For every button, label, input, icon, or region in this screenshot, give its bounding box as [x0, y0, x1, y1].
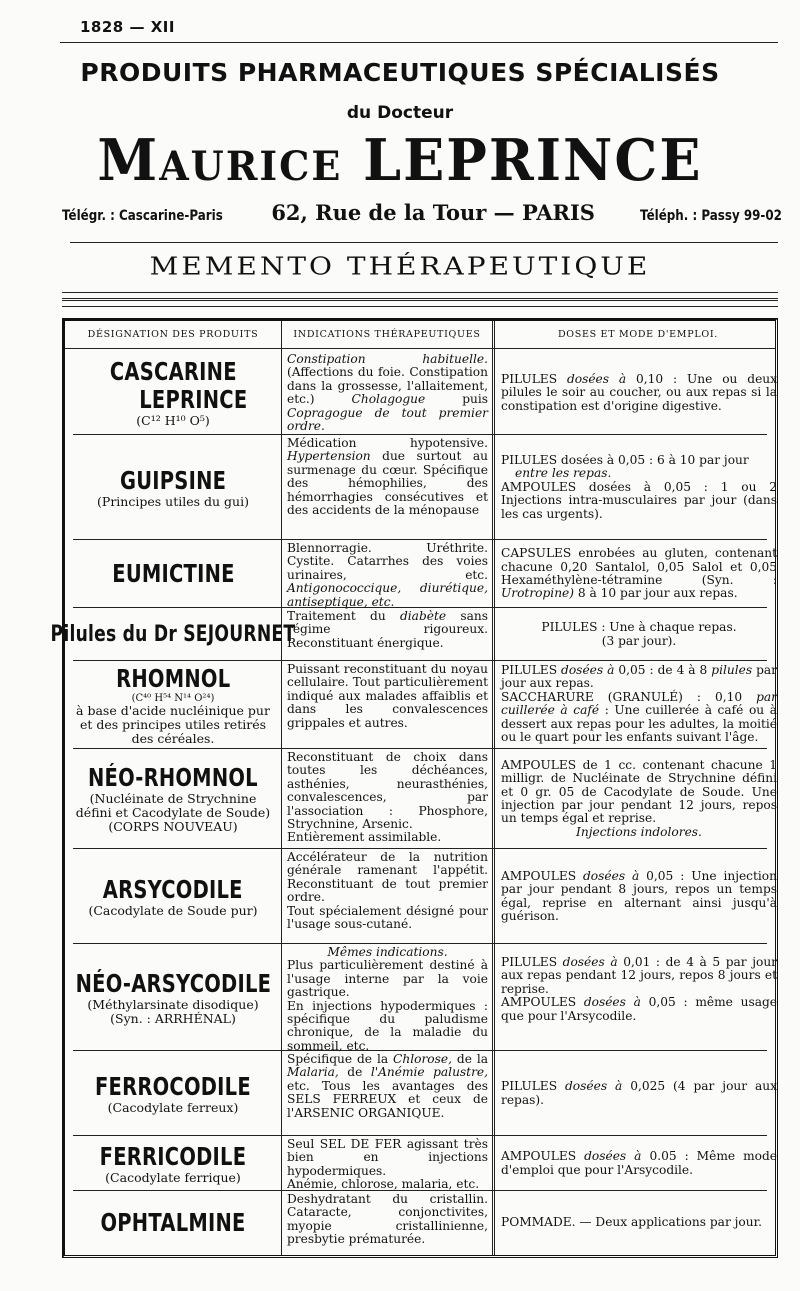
table-row: [65, 435, 775, 540]
doses-cell: [497, 1136, 779, 1191]
indication-text: l'Anémie palustre,: [370, 1065, 488, 1080]
product-description: (Nucléinate de Strychnine défini et Cacodylate de Soude): [75, 791, 271, 820]
indication-text: Malaria,: [287, 1065, 339, 1080]
product-name: NÉO-RHOMNOL: [88, 763, 258, 792]
indication-text: Puissant reconstituant du noyau cellulaire. Tout particulièrement indiqué aux malades affaiblis et dans les convalescences grippales et autres.: [287, 662, 488, 730]
dose-text: 0,05 : même usage que pour l'Arsycodile.: [501, 995, 777, 1023]
doses-cell: [497, 849, 779, 944]
memento-title: MEMENTO THÉRAPEUTIQUE: [149, 252, 651, 281]
product-name: FERRICODILE: [99, 1141, 247, 1171]
indication-text: (Affections du foie. Constipation dans la grossesse, l'allaitement, etc.): [287, 365, 488, 407]
dose-text: Urotropine): [501, 586, 575, 601]
product-cell: [65, 435, 281, 540]
column-header-doses: DOSES ET MODE D'EMPLOI.: [557, 329, 718, 340]
dose-text: 0,025 (4 par jour aux repas).: [501, 1079, 778, 1107]
address: 62, Rue de la Tour — PARIS: [271, 200, 595, 225]
product-cell: [65, 1136, 281, 1191]
indication-text: Chlorose,: [393, 1052, 452, 1066]
product-cell: [50, 608, 296, 661]
telegraph: Télégr. : Cascarine-Paris: [62, 208, 223, 224]
table-row: [65, 540, 775, 608]
indications-cell: [284, 1051, 490, 1136]
dose-text: AMPOULES: [501, 1149, 577, 1164]
dose-text: Injections indolores.: [576, 824, 702, 839]
product-description: (Méthylarsinate disodique): [87, 996, 259, 1012]
product-synonym: (Syn. : ARRHÉNAL): [110, 1010, 236, 1026]
dose-text: PILULES: [501, 1079, 558, 1094]
product-description: (Cacodylate de Soude pur): [88, 902, 258, 918]
dose-text: dosées à: [566, 371, 627, 386]
doses-cell: [497, 608, 779, 661]
doses-cell: [497, 749, 779, 849]
indication-text: Spécifique des hémophilies, des hémorrhagies consécutives et des accidents de la ménopause: [287, 462, 488, 518]
indication-text: Tout spécialement désigné pour l'usage sous-cutané.: [287, 903, 488, 932]
product-name: EUMICTINE: [111, 559, 235, 588]
doses-cell: [497, 540, 779, 608]
product-name: NÉO-ARSYCODILE: [75, 968, 271, 998]
indications-cell: [284, 749, 490, 849]
indication-text: Plus particulièrement destiné à l'usage interne par la voie gastrique.: [287, 958, 488, 1000]
indication-text: Deshydratant du cristallin. Cataracte, conjonctivites, myopie cristallinienne, presbytie prématurée.: [287, 1192, 488, 1247]
indication-text: etc. Tous les avantages des SELS FERREUX et ceux de l'ARSENIC ORGANIQUE.: [287, 1078, 488, 1120]
indication-text: Antigonococcique, diurétique, antiseptique, etc.: [287, 581, 488, 609]
dose-text: 0.05 : Même mode d'emploi que pour l'Arsycodile.: [501, 1149, 778, 1177]
product-name: CASCARINE: [109, 357, 237, 386]
address-line: [62, 200, 782, 226]
indications-cell: [284, 661, 490, 749]
table-row: [65, 351, 778, 435]
table-row: [65, 849, 775, 944]
product-name: Pilules du Dr SEJOURNET: [50, 621, 296, 647]
dose-text: dosées à: [583, 995, 641, 1010]
dose-text: dosées à: [584, 1149, 642, 1164]
indications-cell: [284, 608, 490, 661]
indication-text: Spécifique de la: [287, 1052, 389, 1066]
table-row: [65, 661, 778, 749]
therapeutic-table: [50, 318, 778, 1258]
product-cell: [65, 661, 281, 749]
indication-text: diabète: [399, 609, 447, 623]
indication-text: Accélérateur de la nutrition générale ramenant l'appétit. Reconstituant de tout premier ordre.: [287, 850, 488, 905]
dose-text: dosées à: [583, 868, 640, 883]
indication-text: Entièrement assimilable.: [287, 830, 442, 845]
indications-cell: [284, 944, 490, 1051]
indication-text: Hypertension: [287, 449, 371, 464]
header-rule: [65, 348, 775, 349]
product-description: (Principes utiles du gui): [97, 493, 249, 509]
product-name-line2: LEPRINCE: [138, 385, 248, 414]
table-row: [65, 749, 775, 849]
dose-text: (3 par jour).: [601, 633, 677, 648]
dose-text: 8 à 10 par jour aux repas.: [577, 586, 738, 601]
indication-text: Cholagogue: [351, 392, 426, 407]
indications-cell: [284, 351, 490, 435]
dose-text: 0,05 : Une injection par jour pendant 8 jours, repos un temps égal, reprise en alternant ainsi jusqu'à guérison.: [501, 868, 777, 923]
telephone: Téléph. : Passy 99-02: [640, 208, 782, 224]
dose-text: PILULES: [501, 663, 558, 677]
page-number: 1828 — XII: [80, 18, 175, 36]
table-row: [65, 1051, 778, 1136]
table-row: [65, 1136, 778, 1192]
product-note: (CORPS NOUVEAU): [108, 819, 238, 834]
dose-text: PILULES: [501, 371, 558, 386]
indication-text: Traitement du: [287, 609, 386, 623]
rule: [62, 306, 778, 307]
indication-text: Copragogue de tout premier ordre.: [287, 405, 488, 434]
dose-text: POMMADE. — Deux applications par jour.: [501, 1215, 762, 1230]
table-row: [65, 1191, 775, 1255]
indications-cell: [284, 1136, 490, 1191]
dose-text: 0,01 : de 4 à 5 par jour aux repas pendant 12 jours, repos 8 jours et reprise.: [501, 955, 778, 996]
dose-text: AMPOULES: [501, 995, 577, 1010]
dose-text: CAPSULES enrobées au gluten, contenant chacune 0,20 Santalol, 0,05 Salol et 0,05 Hexaméthylène-tétramine (Syn. :: [501, 546, 777, 587]
product-description: à base d'acide nucléinique pur et des principes utiles retirés des céréales.: [76, 702, 270, 746]
product-formula: (C¹² H¹⁰ O⁵): [136, 413, 210, 428]
product-cell: [65, 944, 281, 1051]
dose-text: par cuillerée à café: [501, 689, 778, 718]
product-name: ARSYCODILE: [102, 874, 243, 904]
indication-text: puis: [462, 392, 489, 407]
product-name: FERROCODILE: [95, 1071, 251, 1101]
product-cell: [65, 540, 281, 608]
dose-text: dosées à: [562, 955, 618, 969]
indication-text: Constipation habituelle.: [287, 352, 488, 366]
dose-text: dosées à: [561, 663, 615, 677]
indication-text: Reconstituant de choix dans toutes les déchéances, asthénies, neurasthénies, convalescences, par l'association : Phosphore, Strychnine, Arsenic.: [287, 750, 488, 832]
product-description: (Cacodylate ferrique): [105, 1169, 241, 1185]
product-cell: [65, 351, 281, 435]
product-formula: (C⁴⁰ H⁵⁴ N¹⁴ O²⁴): [131, 692, 215, 704]
header-subtitle: du Docteur: [346, 103, 454, 123]
indication-text: sans régime rigoureux. Reconstituant énergique.: [287, 609, 488, 650]
product-cell: [65, 749, 281, 849]
table-row: [50, 608, 775, 661]
indication-text: de: [347, 1065, 363, 1080]
dose-text: SACCHARURE (GRANULÉ) : 0,10: [501, 689, 743, 704]
product-name: GUIPSINE: [119, 465, 227, 495]
dose-text: dosées à: [565, 1079, 623, 1094]
column-header-indications: INDICATIONS THÉRAPEUTIQUES: [293, 329, 481, 340]
dose-text: par jour aux repas.: [501, 663, 777, 691]
product-cell: [65, 849, 281, 944]
product-name: RHOMNOL: [115, 663, 231, 693]
top-rule: [60, 42, 778, 43]
dose-text: 0,10 : Une ou deux pilules le soir au coucher, ou aux repas si la constipation est d'origine digestive.: [501, 371, 778, 413]
indication-text: Anémie, chlorose, malaria, etc.: [287, 1177, 480, 1192]
dose-text: PILULES dosées à 0,05 : 6 à 10 par jour: [501, 452, 749, 467]
dose-text: pilules: [711, 663, 753, 677]
indications-cell: [284, 540, 490, 608]
product-name: OPHTALMINE: [100, 1208, 246, 1237]
doses-cell: [497, 351, 779, 435]
dose-text: PILULES: [501, 955, 558, 969]
product-cell: [65, 1051, 281, 1136]
indications-cell: [284, 1191, 490, 1255]
doses-cell: [497, 1191, 779, 1255]
indication-text: Seul SEL DE FER agissant très bien en injections hypodermiques.: [287, 1137, 488, 1178]
dose-text: 0,05 : de 4 à 8: [618, 663, 708, 677]
dose-text: AMPOULES de 1 cc. contenant chacune 1 milligr. de Nucléinate de Strychnine défini et 0 gr. 05 de Cacodylate de Soude. Une injection par jour pendant 12 jours, repos un temps égal et reprise.: [501, 757, 777, 826]
dose-text: AMPOULES dosées à 0,05 : 1 ou 2 Injections intra-musculaires par jour (dans les cas urgents).: [501, 479, 777, 521]
header-title: PRODUITS PHARMACEUTIQUES SPÉCIALISÉS: [80, 58, 720, 87]
doses-cell: [497, 944, 779, 1051]
indications-cell: [284, 435, 490, 540]
indication-text: Mêmes indications.: [327, 945, 448, 959]
dose-text: PILULES : Une à chaque repas.: [541, 620, 737, 635]
indication-text: de la: [456, 1052, 489, 1066]
rule: [62, 292, 778, 293]
dose-text: : Une cuillerée à café ou à dessert aux repas pour les adultes, la moitié ou le quart pour les enfants suivant l'âge.: [501, 703, 777, 745]
doses-cell: [497, 435, 779, 540]
table-row: [65, 944, 778, 1053]
rule: [62, 298, 778, 301]
product-cell: [65, 1191, 281, 1255]
dose-text: entre les repas.: [515, 466, 612, 481]
header-name: Maurice LEPRINCE: [97, 126, 703, 194]
product-description: (Cacodylate ferreux): [107, 1099, 239, 1115]
indications-cell: [284, 849, 490, 944]
doses-cell: [497, 1051, 779, 1136]
indication-text: Blennorragie. Uréthrite. Cystite. Catarrhes des voies urinaires, etc.: [287, 541, 488, 582]
indication-text: due surtout au surmenage du cœur.: [287, 449, 488, 477]
indication-text: En injections hypodermiques : spécifique du paludisme chronique, de la maladie du sommeil, etc.: [287, 998, 488, 1053]
rule: [70, 242, 778, 243]
dose-text: AMPOULES: [501, 868, 577, 883]
column-header-products: DÉSIGNATION DES PRODUITS: [87, 329, 259, 340]
indication-text: Médication hypotensive.: [287, 436, 488, 450]
doses-cell: [497, 661, 779, 749]
